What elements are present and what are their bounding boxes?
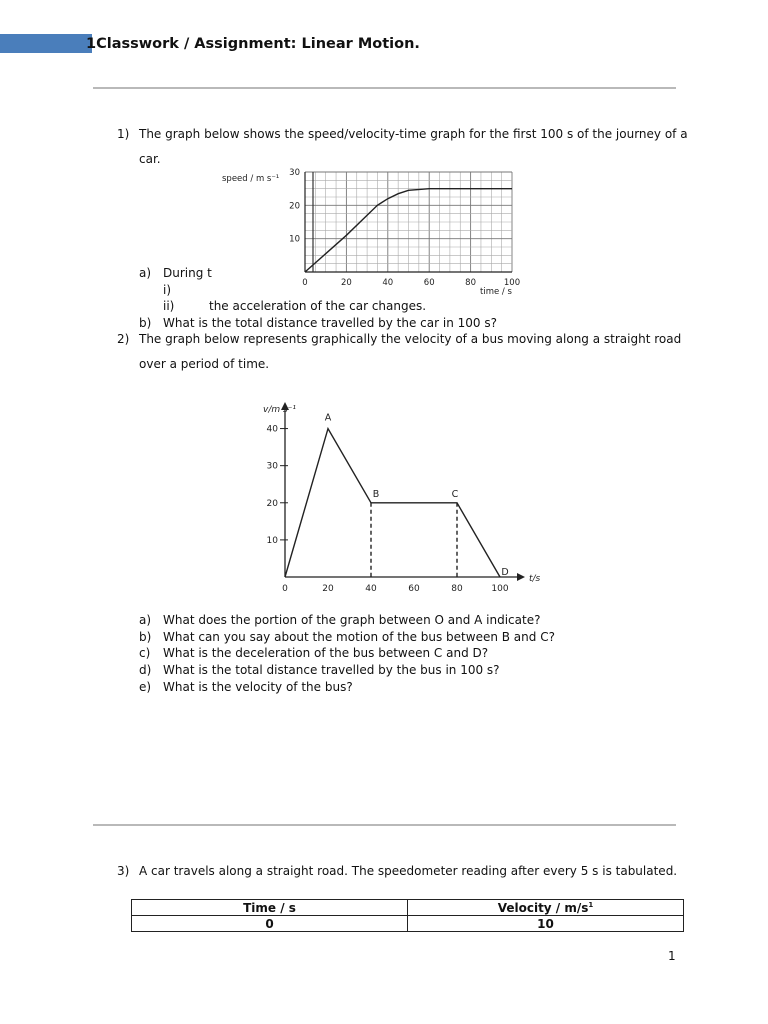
chart2-x-tick-label: 0 <box>282 584 288 594</box>
q2-part-text: What can you say about the motion of the bus between B and C? <box>163 630 555 644</box>
chart1-x-tick-label: 80 <box>465 278 477 288</box>
q3-number: 3) <box>117 864 130 878</box>
divider-top <box>93 87 676 89</box>
table-header-row <box>132 900 684 916</box>
q1-ii-text: the acceleration of the car changes. <box>209 299 427 313</box>
chart2-point-label: C <box>451 488 459 500</box>
q2-text-line2: over a period of time. <box>139 357 270 371</box>
q2-part-label: d) <box>139 663 152 677</box>
chart2-y-tick-label: 30 <box>266 461 278 472</box>
table-header-velocity: Velocity / $m/s^1$ <box>408 900 684 916</box>
chart2-ylabel: v/m s⁻¹ <box>263 405 297 415</box>
chart2-point-label: D <box>501 567 509 578</box>
q2-part-label: b) <box>139 630 152 644</box>
table-row <box>132 916 684 932</box>
chart1-xlabel: time / s <box>480 287 512 297</box>
q3-text: A car travels along a straight road. The speedometer reading after every 5 s is tabulated. <box>139 864 678 878</box>
chart2-x-tick-label: 100 <box>491 584 509 594</box>
chart1-y-tick-label: 30 <box>289 168 300 178</box>
table-header-time: Time / s <box>132 900 408 916</box>
q1-b-label: b) <box>139 316 152 330</box>
chart1-x-tick-label: 100 <box>503 278 521 288</box>
q1-i-label: i) <box>163 283 172 297</box>
chart2-x-tick-label: 40 <box>365 584 377 594</box>
chart2-point-label: B <box>372 488 380 500</box>
velocity-table <box>131 899 684 932</box>
chart2-y-tick-label: 20 <box>266 498 278 509</box>
chart1-y-tick-label: 10 <box>289 234 300 245</box>
q1-ii-label: ii) <box>163 299 175 313</box>
chart1-x-tick-label: 0 <box>302 278 308 288</box>
q2-part-label: c) <box>139 646 151 660</box>
q1-text-line2: car. <box>139 152 161 166</box>
velocity-time-chart <box>255 400 555 600</box>
chart2-y-tick-label: 10 <box>266 535 278 546</box>
q2-number: 2) <box>117 332 130 346</box>
page-title: 1Classwork / Assignment: Linear Motion. <box>86 36 420 52</box>
chart1-x-tick-label: 40 <box>382 278 394 288</box>
q1-b-text: What is the total distance travelled by the car in 100 s? <box>163 316 497 330</box>
chart1-x-tick-label: 60 <box>423 278 435 288</box>
table-cell-time: 0 <box>132 916 408 932</box>
chart1-ylabel: speed / m s⁻¹ <box>222 174 280 184</box>
chart2-xlabel: t/s <box>529 574 541 584</box>
divider-bottom <box>93 824 676 826</box>
q1-text-line1: The graph below shows the speed/velocity-time graph for the first 100 s of the journey of a <box>139 127 688 141</box>
q2-part-text: What does the portion of the graph between O and A indicate? <box>163 613 541 627</box>
q2-text-line1: The graph below represents graphically the velocity of a bus moving along a straight road <box>139 332 682 346</box>
q1-a-text: During t <box>163 266 212 280</box>
header-accent-bar <box>0 34 92 53</box>
velocity-time-line <box>285 429 500 577</box>
speed-time-chart <box>210 166 535 302</box>
chart2-y-tick-label: 40 <box>266 424 278 435</box>
chart2-x-tick-label: 20 <box>322 584 334 594</box>
q1-number: 1) <box>117 127 130 141</box>
chart1-x-tick-label: 20 <box>340 278 352 288</box>
q1-a-label: a) <box>139 266 152 280</box>
table-cell-velocity: 10 <box>408 916 684 932</box>
q2-part-text: What is the total distance travelled by the bus in 100 s? <box>163 663 500 677</box>
chart2-point-label: A <box>324 412 332 424</box>
q2-part-label: a) <box>139 613 152 627</box>
q2-part-text: What is the deceleration of the bus between C and D? <box>163 646 489 660</box>
chart2-x-tick-label: 80 <box>451 584 463 594</box>
q2-part-label: e) <box>139 680 152 694</box>
chart2-x-arrow <box>517 573 525 581</box>
chart1-y-tick-label: 20 <box>289 201 300 212</box>
q2-part-text: What is the velocity of the bus? <box>163 680 353 694</box>
page-number: 1 <box>668 949 676 963</box>
chart2-x-tick-label: 60 <box>408 584 420 594</box>
